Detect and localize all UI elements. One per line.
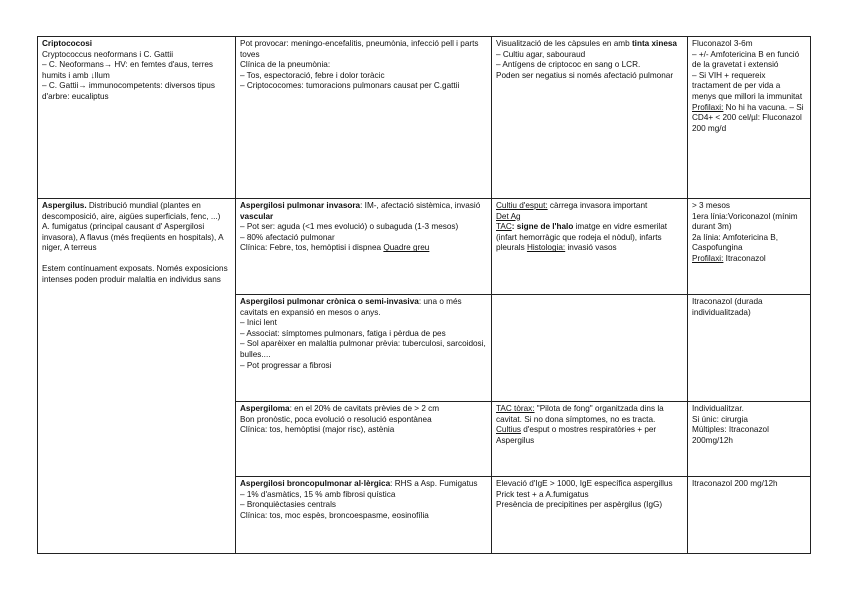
text-line: – Antígens de criptococ en sang o LCR. bbox=[496, 60, 641, 70]
cell-aspergiloma-diagnosis bbox=[492, 402, 688, 477]
text-line bbox=[240, 404, 487, 415]
cell-abpa-treatment bbox=[688, 477, 811, 554]
crypto-title: Criptococosi bbox=[42, 39, 93, 48]
text-line: 1era línia:Voriconazol (mínim durant 3m) bbox=[692, 211, 798, 232]
text-line: Poden ser negatius si només afectació pulmonar bbox=[496, 70, 674, 80]
text-fragment: "Pilota de fong" organitzada dins la cavitat. Si no dona símptomes, no es tracta. bbox=[496, 404, 664, 424]
text-line: – Si VIH + requereix tractament de per vida a menys que millori la immunitat bbox=[692, 70, 803, 101]
text-fragment: Visualització de les càpsules en amb bbox=[496, 39, 632, 48]
cell-chronic-treatment bbox=[688, 295, 811, 402]
cell-chronic-diagnosis-empty bbox=[492, 295, 688, 402]
text-line: – Associat: símptomes pulmonars, fatiga i pèrdua de pes bbox=[240, 328, 446, 338]
text-line: – 1% d'asmàtics, 15 % amb fibrosi quística bbox=[240, 489, 396, 499]
text-fragment: Distribució mundial (plantes en descomposició, aire, aigües superficials, fenc, ...) bbox=[42, 201, 221, 221]
text-fragment: imatge en vidre esmerilat (infart hemorràgic que rodeja el nòdul), infarts pleurals bbox=[496, 222, 668, 253]
text-line: – Criptococomes: tumoracions pulmonars causat per C.gattii bbox=[240, 81, 460, 91]
text-line: Itraconazol 200 mg/12h bbox=[692, 479, 778, 488]
text-line: – Pot ser: aguda (<1 mes evolució) o subaguda (1-3 mesos) bbox=[240, 222, 459, 232]
text-line: Clínica de la pneumònia: bbox=[240, 60, 331, 70]
table-row-cryptococcosis bbox=[38, 37, 811, 199]
bold-text: : signe de l'halo bbox=[511, 222, 574, 232]
text-fragment: invasió vasos bbox=[565, 243, 617, 253]
text-line bbox=[692, 254, 806, 265]
text-line: Pot provocar: meningo-encefalitis, pneumònia, infecció pell i parts toves bbox=[240, 39, 479, 59]
text-line bbox=[240, 201, 487, 222]
text-line: Itraconazol (durada individualitzada) bbox=[692, 297, 763, 317]
cell-abpa-clinical bbox=[236, 477, 492, 554]
text-line: Clínica: tos, hemòptisi (major risc), astènia bbox=[240, 425, 395, 435]
document-page bbox=[37, 36, 810, 554]
text-fragment: Clínica: Febre, tos, hemòptisi i dispnea bbox=[240, 243, 384, 253]
text-line: Múltiples: Itraconazol 200mg/12h bbox=[692, 425, 769, 445]
cell-crypto-treatment bbox=[688, 37, 811, 199]
text-line bbox=[692, 103, 806, 135]
text-line bbox=[240, 297, 487, 318]
underlined-text: Det Ag bbox=[496, 211, 521, 221]
text-fragment: : RHS a Asp. Fumigatus bbox=[390, 479, 478, 488]
text-line: > 3 mesos bbox=[692, 201, 730, 210]
text-line: – +/- Amfotericina B en funció de la gravetat i extensió bbox=[692, 49, 800, 70]
cell-asper-description bbox=[38, 199, 236, 554]
cell-abpa-diagnosis bbox=[492, 477, 688, 554]
infections-table bbox=[37, 36, 811, 554]
bold-text: vascular bbox=[240, 211, 274, 221]
text-fragment: càrrega invasora important bbox=[547, 201, 648, 210]
bold-text: tinta xinesa bbox=[631, 39, 677, 48]
text-line: – Cultiu agar, sabouraud bbox=[496, 49, 586, 59]
text-line bbox=[496, 39, 683, 50]
cell-aspergiloma-treatment bbox=[688, 402, 811, 477]
text-line: Individualitzar. bbox=[692, 404, 744, 413]
text-line: – C. Neoformans→ HV: en femtes d'aus, terres humits i amb ↓llum bbox=[42, 60, 213, 80]
underlined-text: Cultiu d'esput: bbox=[496, 201, 548, 210]
text-line bbox=[240, 479, 487, 490]
underlined-text: Cultius bbox=[496, 425, 522, 435]
text-line: – Bronquièctasies centrals bbox=[240, 500, 337, 510]
text-line: – Sol aparèixer en malaltia pulmonar prèvia: tuberculosi, sarcoidosi, bulles.... bbox=[240, 339, 486, 359]
text-fragment: : en el 20% de cavitats prèvies de > 2 cm bbox=[289, 404, 440, 413]
text-line: – 80% afectació pulmonar bbox=[240, 232, 335, 242]
text-fragment: No hi ha vacuna. – Si CD4+ < 200 cel/µl: Fluconazol 200 mg/d bbox=[692, 102, 804, 133]
cell-crypto-diagnosis bbox=[492, 37, 688, 199]
underlined-text: Profilaxi: bbox=[692, 253, 724, 263]
text-fragment: : IM-, afectació sistèmica, invasió bbox=[360, 201, 481, 210]
cell-invasive-diagnosis bbox=[492, 199, 688, 295]
text-line: Bon pronòstic, poca evolució o resolució espontànea bbox=[240, 414, 432, 424]
text-fragment: : una o més cavitats en expansió en mesos o anys. bbox=[240, 297, 462, 317]
underlined-text: TAC tòrax: bbox=[496, 404, 535, 413]
text-line bbox=[42, 201, 231, 222]
text-line: – Pot progressar a fibrosi bbox=[240, 360, 332, 370]
text-line bbox=[496, 425, 683, 446]
text-line bbox=[240, 243, 487, 254]
text-line: A. fumigatus (principal causant d' Aspergilosi invasora), A flavus (més freqüents en hospitals), A niger, A terreus bbox=[42, 222, 224, 253]
underlined-text: Histologia: bbox=[526, 243, 566, 253]
text-line bbox=[496, 404, 683, 425]
cell-chronic-clinical bbox=[236, 295, 492, 402]
text-line: 2a línia: Amfotericina B, Caspofungina bbox=[692, 232, 779, 253]
text-line: Estem contínuament exposats. Només exposicions intenses poden produir malaltia en individus sans bbox=[42, 263, 228, 284]
text-line: – Inici lent bbox=[240, 318, 277, 328]
underlined-text: Profilaxi: bbox=[692, 102, 724, 112]
text-fragment: Itraconazol bbox=[723, 253, 766, 263]
cell-invasive-clinical bbox=[236, 199, 492, 295]
bold-text: Aspergilosi pulmonar crònica o semi-invasiva bbox=[240, 297, 419, 306]
bold-text: Aspergilosi pulmonar invasora bbox=[240, 201, 361, 210]
text-line bbox=[496, 222, 683, 254]
text-line: Fluconazol 3-6m bbox=[692, 39, 753, 48]
cell-invasive-treatment bbox=[688, 199, 811, 295]
text-line: Cryptococcus neoformans i C. Gattii bbox=[42, 49, 174, 59]
asper-title: Aspergilus. bbox=[42, 201, 87, 210]
bold-text: Aspergilosi broncopulmonar al·lèrgica bbox=[240, 479, 391, 488]
text-line: Prick test + a A.fumigatus bbox=[496, 489, 589, 499]
spacer bbox=[42, 254, 231, 264]
text-line: – Tos, espectoració, febre i dolor toràcic bbox=[240, 70, 385, 80]
text-line: Clínica: tos, moc espès, broncoespasme, eosinofília bbox=[240, 510, 429, 520]
table-row-aspergillosis-invasive bbox=[38, 199, 811, 295]
text-fragment: d'esput o mostres respiratòries + per Aspergilus bbox=[496, 425, 657, 445]
underlined-text: TAC bbox=[496, 222, 512, 232]
text-line: Elevació d'IgE > 1000, IgE específica aspergillus bbox=[496, 479, 673, 488]
cell-crypto-clinical bbox=[236, 37, 492, 199]
text-line bbox=[496, 201, 683, 212]
cell-aspergiloma-clinical bbox=[236, 402, 492, 477]
text-line: – C. Gattii→ immunocompetents: diversos tipus d'arbre: eucaliptus bbox=[42, 81, 215, 101]
underlined-text: Quadre greu bbox=[383, 243, 430, 253]
cell-crypto-description bbox=[38, 37, 236, 199]
text-line: Si únic: cirurgia bbox=[692, 414, 748, 424]
text-line: Presència de precipitines per aspèrgilus (IgG) bbox=[496, 500, 663, 510]
bold-text: Aspergiloma bbox=[240, 404, 290, 413]
